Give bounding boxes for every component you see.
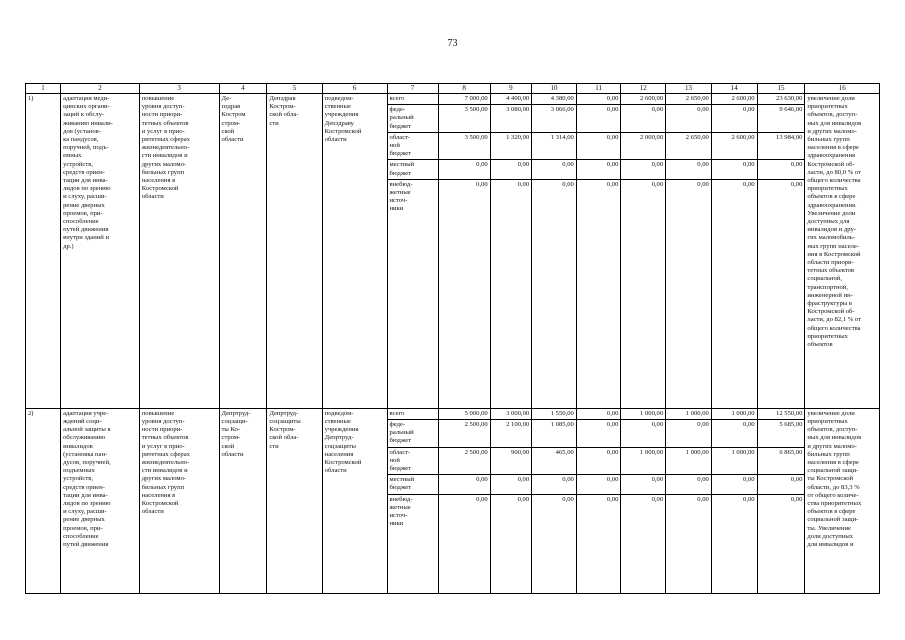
amount-cell: 23 630,00 bbox=[757, 94, 805, 105]
amount-cell: 2 000,00 bbox=[621, 132, 666, 160]
col-header-5: 5 bbox=[267, 84, 322, 94]
amount-cell: 0,00 bbox=[576, 105, 621, 133]
amount-cell: 0,00 bbox=[438, 494, 490, 593]
amount-cell: 0,00 bbox=[666, 420, 712, 448]
amount-cell: 1 320,00 bbox=[490, 132, 531, 160]
amount-cell: 0,00 bbox=[757, 494, 805, 593]
col-header-13: 13 bbox=[666, 84, 712, 94]
col-header-4: 4 bbox=[219, 84, 267, 94]
amount-cell: 2 500,00 bbox=[438, 447, 490, 475]
table-row bbox=[26, 94, 880, 105]
amount-cell: 0,00 bbox=[757, 160, 805, 179]
amount-cell: 0,00 bbox=[490, 160, 531, 179]
amount-cell: 3 000,00 bbox=[490, 408, 531, 419]
amount-cell: 1 000,00 bbox=[711, 408, 757, 419]
col-header-9: 9 bbox=[490, 84, 531, 94]
column-number-row bbox=[26, 84, 880, 94]
amount-cell: 3 080,00 bbox=[490, 105, 531, 133]
col-header-11: 11 bbox=[576, 84, 621, 94]
amount-cell: 2 600,00 bbox=[711, 132, 757, 160]
amount-cell: 3 500,00 bbox=[438, 132, 490, 160]
amount-cell: 3 066,00 bbox=[532, 105, 577, 133]
col-header-6: 6 bbox=[322, 84, 387, 94]
amount-cell: 0,00 bbox=[438, 475, 490, 494]
funding-source-cell: област- ной бюджет bbox=[387, 132, 438, 160]
col-header-3: 3 bbox=[139, 84, 219, 94]
amount-cell: 2 600,00 bbox=[711, 94, 757, 105]
amount-cell: 1 000,00 bbox=[711, 447, 757, 475]
col-header-15: 15 bbox=[757, 84, 805, 94]
expected-result-cell: увеличение доли приоритетных объектов, доступ- ных для инвалидов и других маломо- бильных групп населения в сфере социальной защи- ты Костромской области, до 83,3 % от общего количе- ства приоритетных объектов в сфере социальной защи- ты. Увеличение доли доступных для инвалидов и bbox=[805, 408, 880, 593]
amount-cell: 0,00 bbox=[711, 160, 757, 179]
col-header-8: 8 bbox=[438, 84, 490, 94]
amount-cell: 0,00 bbox=[532, 160, 577, 179]
amount-cell: 2 100,00 bbox=[490, 420, 531, 448]
col-header-16: 16 bbox=[805, 84, 880, 94]
amount-cell: 0,00 bbox=[576, 160, 621, 179]
goal-cell: повышение уровня доступ- ности приори- тетных объектов и услуг в прио- ритетных сферах жизнедеятельно- сти инвалидов и других маломо- бильных групп населения в Костромской области bbox=[139, 94, 219, 409]
amount-cell: 0,00 bbox=[666, 160, 712, 179]
amount-cell: 0,00 bbox=[711, 475, 757, 494]
amount-cell: 0,00 bbox=[576, 408, 621, 419]
amount-cell: 0,00 bbox=[621, 420, 666, 448]
amount-cell: 0,00 bbox=[490, 475, 531, 494]
recipient-cell: подведом- ственные учреждения Депздраву Костромской области bbox=[322, 94, 387, 409]
amount-cell: 13 984,00 bbox=[757, 132, 805, 160]
amount-cell: 0,00 bbox=[666, 494, 712, 593]
amount-cell: 0,00 bbox=[711, 179, 757, 408]
funding-source-cell: местный бюджет bbox=[387, 160, 438, 179]
amount-cell: 1 000,00 bbox=[621, 408, 666, 419]
col-header-2: 2 bbox=[61, 84, 140, 94]
col-header-12: 12 bbox=[621, 84, 666, 94]
row-number-cell: 1) bbox=[26, 94, 61, 409]
amount-cell: 5 000,00 bbox=[438, 408, 490, 419]
amount-cell: 0,00 bbox=[490, 494, 531, 593]
responsible-org-cell: Депртруд- соцзащи- ты Ко- стром- ской области bbox=[219, 408, 267, 593]
coexecutor-cell: Депздрав Костром- ской обла- сти bbox=[267, 94, 322, 409]
amount-cell: 12 550,00 bbox=[757, 408, 805, 419]
funding-source-cell: всего bbox=[387, 94, 438, 105]
amount-cell: 0,00 bbox=[621, 475, 666, 494]
amount-cell: 1 550,00 bbox=[532, 408, 577, 419]
amount-cell: 1 314,00 bbox=[532, 132, 577, 160]
amount-cell: 1 000,00 bbox=[666, 408, 712, 419]
amount-cell: 0,00 bbox=[711, 105, 757, 133]
amount-cell: 0,00 bbox=[621, 494, 666, 593]
amount-cell: 0,00 bbox=[576, 420, 621, 448]
amount-cell: 0,00 bbox=[576, 179, 621, 408]
amount-cell: 2 650,00 bbox=[666, 132, 712, 160]
expected-result-cell: увеличение доли приоритетных объектов, доступ- ных для инвалидов и других маломо- бильных групп населения в сфере здравоохранения Костромской об- ласти, до 80,0 % от общего количества приоритетных объектов в сфере здравоохранения. Увеличение доли доступных для инвалидов и дру- гих маломобиль- ных групп населе- ния в Костромской области приори- тетных объектов социальной, транспортной, инженерной ин- фраструктуры в Костромской об- ласти, до 82,1 % от общего количества приоритетных объектов bbox=[805, 94, 880, 409]
amount-cell: 2 650,00 bbox=[666, 94, 712, 105]
amount-cell: 4 400,00 bbox=[490, 94, 531, 105]
activity-cell: адаптация меди- цинских органи- заций к обслу- живанию инвали- дов (установ- ка пандусов, поручней, подъ- емных устройств, средств ориен- тации для инва- лидов по зрению и слуху, расши- рение дверных проемов, при- способление путей движения внутри зданий и др.) bbox=[61, 94, 140, 409]
amount-cell: 0,00 bbox=[576, 494, 621, 593]
amount-cell: 0,00 bbox=[532, 179, 577, 408]
coexecutor-cell: Депртруд- соцзащиты Костром- ской обла- сти bbox=[267, 408, 322, 593]
col-header-10: 10 bbox=[532, 84, 577, 94]
amount-cell: 0,00 bbox=[576, 94, 621, 105]
funding-source-cell: феде- ральный бюджет bbox=[387, 105, 438, 133]
funding-source-cell: внебюд- жетные источ- ники bbox=[387, 179, 438, 408]
activity-cell: адаптация учре- ждений соци- альной защиты к обслуживанию инвалидов (установка пан- дусов, поручней, подъемных устройств, средств ориен- тации для инва- лидов по зрению и слуху, расши- рение дверных проемов, при- способление путей движения bbox=[61, 408, 140, 593]
col-header-7: 7 bbox=[387, 84, 438, 94]
table-row bbox=[26, 408, 880, 419]
amount-cell: 5 685,00 bbox=[757, 420, 805, 448]
funding-source-cell: област- ной бюджет bbox=[387, 447, 438, 475]
amount-cell: 0,00 bbox=[621, 179, 666, 408]
amount-cell: 0,00 bbox=[576, 132, 621, 160]
amount-cell: 0,00 bbox=[621, 105, 666, 133]
amount-cell: 0,00 bbox=[666, 105, 712, 133]
amount-cell: 0,00 bbox=[438, 179, 490, 408]
amount-cell: 9 646,00 bbox=[757, 105, 805, 133]
amount-cell: 2 600,00 bbox=[621, 94, 666, 105]
row-number-cell: 2) bbox=[26, 408, 61, 593]
amount-cell: 465,00 bbox=[532, 447, 577, 475]
amount-cell: 0,00 bbox=[621, 160, 666, 179]
amount-cell: 1 085,00 bbox=[532, 420, 577, 448]
amount-cell: 0,00 bbox=[757, 475, 805, 494]
amount-cell: 0,00 bbox=[490, 179, 531, 408]
col-header-14: 14 bbox=[711, 84, 757, 94]
amount-cell: 2 500,00 bbox=[438, 420, 490, 448]
amount-cell: 0,00 bbox=[666, 179, 712, 408]
funding-source-cell: местный бюджет bbox=[387, 475, 438, 494]
goal-cell: повышение уровня доступ- ности приори- тетных объектов и услуг в прио- ритетных сферах жизнедеятельно- сти инвалидов и других маломо- бильных групп населения в Костромской области bbox=[139, 408, 219, 593]
col-header-1: 1 bbox=[26, 84, 61, 94]
amount-cell: 0,00 bbox=[438, 160, 490, 179]
amount-cell: 1 000,00 bbox=[621, 447, 666, 475]
amount-cell: 4 380,00 bbox=[532, 94, 577, 105]
program-table bbox=[25, 83, 880, 594]
amount-cell: 6 865,00 bbox=[757, 447, 805, 475]
amount-cell: 1 000,00 bbox=[666, 447, 712, 475]
amount-cell: 3 500,00 bbox=[438, 105, 490, 133]
responsible-org-cell: Де- пздрав Костром стром- ской области bbox=[219, 94, 267, 409]
funding-source-cell: всего bbox=[387, 408, 438, 419]
funding-source-cell: феде- ральный бюджет bbox=[387, 420, 438, 448]
amount-cell: 0,00 bbox=[711, 494, 757, 593]
amount-cell: 900,00 bbox=[490, 447, 531, 475]
recipient-cell: подведом- ственные учреждения Депртруд- соцзащиты населения Костромской области bbox=[322, 408, 387, 593]
page-number: 73 bbox=[447, 38, 458, 49]
amount-cell: 0,00 bbox=[666, 475, 712, 494]
amount-cell: 0,00 bbox=[532, 494, 577, 593]
amount-cell: 0,00 bbox=[576, 475, 621, 494]
amount-cell: 7 000,00 bbox=[438, 94, 490, 105]
funding-source-cell: внебюд- жетные источ- ники bbox=[387, 494, 438, 593]
amount-cell: 0,00 bbox=[532, 475, 577, 494]
amount-cell: 0,00 bbox=[576, 447, 621, 475]
amount-cell: 0,00 bbox=[711, 420, 757, 448]
amount-cell: 0,00 bbox=[757, 179, 805, 408]
